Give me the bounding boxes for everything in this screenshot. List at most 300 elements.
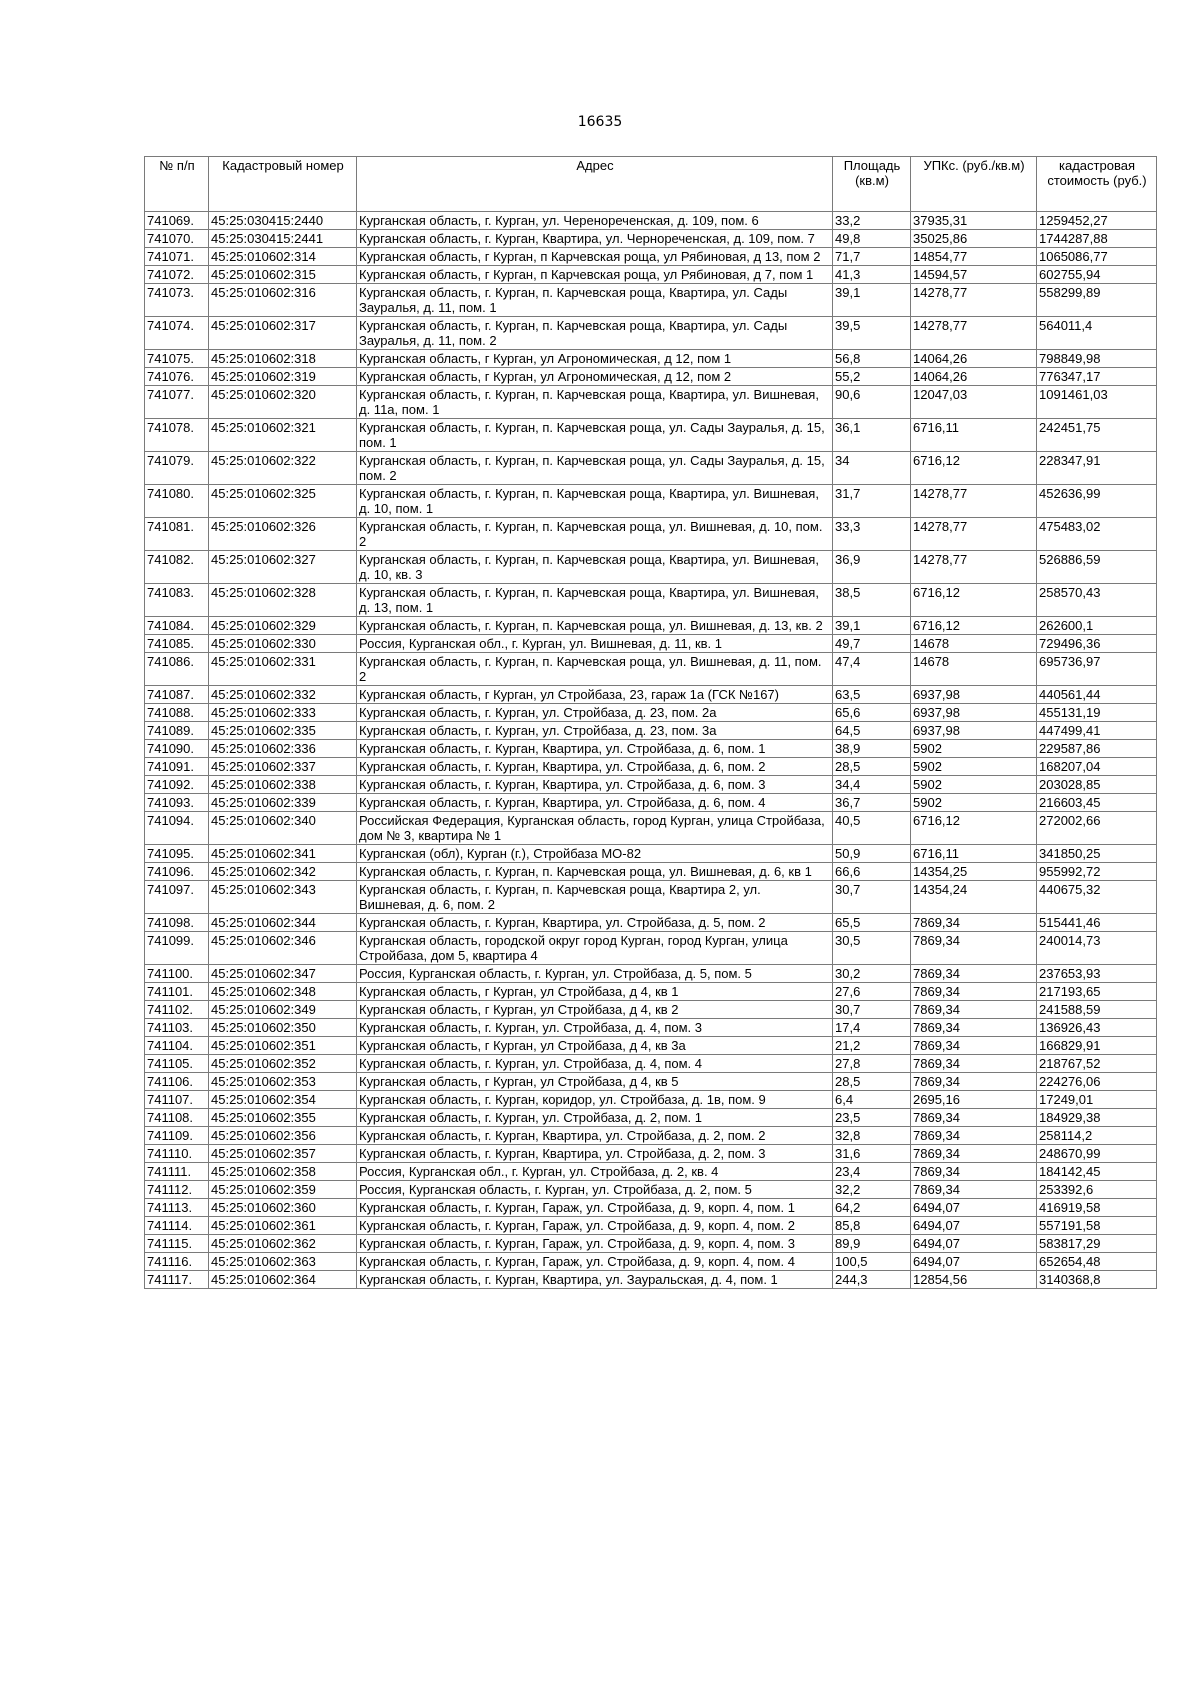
table-row bbox=[145, 485, 1157, 518]
cell-upks: 14064,26 bbox=[911, 350, 1037, 368]
cell-area: 33,2 bbox=[833, 212, 911, 230]
cell-num: 741074. bbox=[145, 317, 209, 350]
table-row bbox=[145, 1217, 1157, 1235]
cell-cadastral-number: 45:25:010602:319 bbox=[209, 368, 357, 386]
cell-upks: 7869,34 bbox=[911, 1037, 1037, 1055]
cell-upks: 14594,57 bbox=[911, 266, 1037, 284]
cell-address: Курганская область, г Курган, ул Агрономическая, д 12, пом 1 bbox=[357, 350, 833, 368]
cell-area: 36,7 bbox=[833, 794, 911, 812]
cell-area: 28,5 bbox=[833, 1073, 911, 1091]
cell-num: 741105. bbox=[145, 1055, 209, 1073]
table-row bbox=[145, 863, 1157, 881]
cell-address: Курганская область, г. Курган, п. Карчевская роща, ул. Вишневая, д. 11, пом. 2 bbox=[357, 653, 833, 686]
cell-cadastral-value: 253392,6 bbox=[1037, 1181, 1157, 1199]
cell-cadastral-value: 1259452,27 bbox=[1037, 212, 1157, 230]
table-row bbox=[145, 1145, 1157, 1163]
cell-area: 30,5 bbox=[833, 932, 911, 965]
cell-area: 23,4 bbox=[833, 1163, 911, 1181]
cell-cadastral-value: 515441,46 bbox=[1037, 914, 1157, 932]
cell-cadastral-number: 45:25:010602:355 bbox=[209, 1109, 357, 1127]
cell-cadastral-value: 1065086,77 bbox=[1037, 248, 1157, 266]
cell-address: Курганская область, г. Курган, п. Карчевская роща, ул. Сады Зауралья, д. 15, пом. 2 bbox=[357, 452, 833, 485]
cell-upks: 12854,56 bbox=[911, 1271, 1037, 1289]
cell-address: Курганская область, городской округ город Курган, город Курган, улица Стройбаза, дом 5, квартира 4 bbox=[357, 932, 833, 965]
cell-address: Курганская область, г. Курган, Квартира, ул. Стройбаза, д. 6, пом. 1 bbox=[357, 740, 833, 758]
table-row bbox=[145, 1271, 1157, 1289]
cell-num: 741081. bbox=[145, 518, 209, 551]
cell-num: 741110. bbox=[145, 1145, 209, 1163]
table-row bbox=[145, 1091, 1157, 1109]
table-row bbox=[145, 686, 1157, 704]
cell-upks: 6494,07 bbox=[911, 1199, 1037, 1217]
cell-area: 100,5 bbox=[833, 1253, 911, 1271]
table-row bbox=[145, 1253, 1157, 1271]
cell-cadastral-value: 652654,48 bbox=[1037, 1253, 1157, 1271]
cell-upks: 14278,77 bbox=[911, 317, 1037, 350]
header-num: № п/п bbox=[145, 157, 209, 212]
cell-cadastral-value: 955992,72 bbox=[1037, 863, 1157, 881]
cell-address: Курганская область, г Курган, ул Стройбаза, д 4, кв 3а bbox=[357, 1037, 833, 1055]
table-body bbox=[145, 212, 1157, 1289]
cell-upks: 12047,03 bbox=[911, 386, 1037, 419]
cell-upks: 6716,12 bbox=[911, 812, 1037, 845]
cell-cadastral-number: 45:25:010602:352 bbox=[209, 1055, 357, 1073]
cell-cadastral-number: 45:25:010602:326 bbox=[209, 518, 357, 551]
cell-num: 741114. bbox=[145, 1217, 209, 1235]
cell-cadastral-value: 228347,91 bbox=[1037, 452, 1157, 485]
cell-cadastral-value: 184929,38 bbox=[1037, 1109, 1157, 1127]
cell-cadastral-value: 798849,98 bbox=[1037, 350, 1157, 368]
cell-address: Курганская область, г. Курган, Гараж, ул. Стройбаза, д. 9, корп. 4, пом. 2 bbox=[357, 1217, 833, 1235]
cell-area: 30,2 bbox=[833, 965, 911, 983]
table-row bbox=[145, 965, 1157, 983]
cell-cadastral-value: 240014,73 bbox=[1037, 932, 1157, 965]
cell-num: 741101. bbox=[145, 983, 209, 1001]
cell-address: Курганская область, г. Курган, ул. Череноречeнская, д. 109, пом. 6 bbox=[357, 212, 833, 230]
cell-num: 741107. bbox=[145, 1091, 209, 1109]
cell-area: 39,5 bbox=[833, 317, 911, 350]
cell-upks: 7869,34 bbox=[911, 1001, 1037, 1019]
cell-upks: 14354,25 bbox=[911, 863, 1037, 881]
cell-num: 741085. bbox=[145, 635, 209, 653]
cell-num: 741108. bbox=[145, 1109, 209, 1127]
cell-upks: 14278,77 bbox=[911, 284, 1037, 317]
cell-cadastral-number: 45:25:010602:359 bbox=[209, 1181, 357, 1199]
cell-area: 33,3 bbox=[833, 518, 911, 551]
cell-address: Курганская область, г. Курган, Квартира, ул. Стройбаза, д. 5, пом. 2 bbox=[357, 914, 833, 932]
table-row bbox=[145, 1055, 1157, 1073]
cell-upks: 7869,34 bbox=[911, 1163, 1037, 1181]
cell-area: 34 bbox=[833, 452, 911, 485]
cell-cadastral-value: 452636,99 bbox=[1037, 485, 1157, 518]
table-row bbox=[145, 317, 1157, 350]
table-row bbox=[145, 617, 1157, 635]
table-row bbox=[145, 419, 1157, 452]
cell-address: Курганская область, г. Курган, Квартира, ул. Стройбаза, д. 6, пом. 2 bbox=[357, 758, 833, 776]
cell-num: 741093. bbox=[145, 794, 209, 812]
cell-cadastral-number: 45:25:010602:317 bbox=[209, 317, 357, 350]
cell-upks: 35025,86 bbox=[911, 230, 1037, 248]
cell-address: Россия, Курганская обл., г. Курган, ул. Вишневая, д. 11, кв. 1 bbox=[357, 635, 833, 653]
cell-area: 65,6 bbox=[833, 704, 911, 722]
table-row bbox=[145, 368, 1157, 386]
cell-area: 85,8 bbox=[833, 1217, 911, 1235]
cell-area: 34,4 bbox=[833, 776, 911, 794]
cell-upks: 7869,34 bbox=[911, 965, 1037, 983]
cell-num: 741079. bbox=[145, 452, 209, 485]
cell-cadastral-number: 45:25:010602:332 bbox=[209, 686, 357, 704]
cell-num: 741070. bbox=[145, 230, 209, 248]
cell-cadastral-number: 45:25:010602:339 bbox=[209, 794, 357, 812]
cell-area: 38,5 bbox=[833, 584, 911, 617]
table-row bbox=[145, 1037, 1157, 1055]
cell-cadastral-value: 203028,85 bbox=[1037, 776, 1157, 794]
cell-cadastral-value: 447499,41 bbox=[1037, 722, 1157, 740]
cell-area: 40,5 bbox=[833, 812, 911, 845]
cell-area: 49,7 bbox=[833, 635, 911, 653]
cell-area: 27,6 bbox=[833, 983, 911, 1001]
cell-cadastral-value: 475483,02 bbox=[1037, 518, 1157, 551]
cell-cadastral-number: 45:25:010602:363 bbox=[209, 1253, 357, 1271]
cell-cadastral-number: 45:25:010602:337 bbox=[209, 758, 357, 776]
cell-address: Курганская область, г. Курган, Квартира, ул. Стройбаза, д. 2, пом. 2 bbox=[357, 1127, 833, 1145]
cell-area: 71,7 bbox=[833, 248, 911, 266]
cell-cadastral-value: 184142,45 bbox=[1037, 1163, 1157, 1181]
cell-upks: 14278,77 bbox=[911, 485, 1037, 518]
table-row bbox=[145, 1181, 1157, 1199]
cell-cadastral-number: 45:25:010602:328 bbox=[209, 584, 357, 617]
cell-address: Курганская область, г Курган, п Карчевская роща, ул Рябиновая, д 7, пом 1 bbox=[357, 266, 833, 284]
table-row bbox=[145, 1163, 1157, 1181]
cell-cadastral-number: 45:25:010602:331 bbox=[209, 653, 357, 686]
cell-cadastral-number: 45:25:010602:357 bbox=[209, 1145, 357, 1163]
cell-num: 741112. bbox=[145, 1181, 209, 1199]
cell-cadastral-number: 45:25:030415:2440 bbox=[209, 212, 357, 230]
cell-cadastral-number: 45:25:010602:361 bbox=[209, 1217, 357, 1235]
cell-area: 47,4 bbox=[833, 653, 911, 686]
table-row bbox=[145, 758, 1157, 776]
table-row bbox=[145, 635, 1157, 653]
cell-cadastral-value: 242451,75 bbox=[1037, 419, 1157, 452]
cell-cadastral-value: 440561,44 bbox=[1037, 686, 1157, 704]
cell-cadastral-number: 45:25:010602:364 bbox=[209, 1271, 357, 1289]
cell-area: 27,8 bbox=[833, 1055, 911, 1073]
table-row bbox=[145, 1019, 1157, 1037]
table-row bbox=[145, 653, 1157, 686]
cell-area: 90,6 bbox=[833, 386, 911, 419]
cell-cadastral-value: 241588,59 bbox=[1037, 1001, 1157, 1019]
cell-address: Курганская область, г. Курган, ул. Стройбаза, д. 23, пом. 3а bbox=[357, 722, 833, 740]
cell-cadastral-number: 45:25:010602:329 bbox=[209, 617, 357, 635]
cell-num: 741099. bbox=[145, 932, 209, 965]
cell-address: Курганская область, г. Курган, п. Карчевская роща, Квартира, ул. Вишневая, д. 13, пом. 1 bbox=[357, 584, 833, 617]
cell-num: 741083. bbox=[145, 584, 209, 617]
cell-cadastral-value: 602755,94 bbox=[1037, 266, 1157, 284]
cell-cadastral-number: 45:25:010602:342 bbox=[209, 863, 357, 881]
table-row bbox=[145, 1199, 1157, 1217]
cell-cadastral-number: 45:25:010602:314 bbox=[209, 248, 357, 266]
cell-num: 741104. bbox=[145, 1037, 209, 1055]
table-row bbox=[145, 1109, 1157, 1127]
cell-num: 741077. bbox=[145, 386, 209, 419]
table-row bbox=[145, 1073, 1157, 1091]
cell-address: Курганская область, г Курган, ул Стройбаза, 23, гараж 1а (ГСК №167) bbox=[357, 686, 833, 704]
cell-cadastral-value: 416919,58 bbox=[1037, 1199, 1157, 1217]
cell-cadastral-number: 45:25:010602:315 bbox=[209, 266, 357, 284]
cell-num: 741106. bbox=[145, 1073, 209, 1091]
cell-upks: 7869,34 bbox=[911, 932, 1037, 965]
cell-cadastral-number: 45:25:010602:362 bbox=[209, 1235, 357, 1253]
cell-address: Курганская область, г. Курган, п. Карчевская роща, Квартира, ул. Вишневая, д. 11а, пом. 1 bbox=[357, 386, 833, 419]
table-row bbox=[145, 704, 1157, 722]
cell-num: 741075. bbox=[145, 350, 209, 368]
cell-cadastral-value: 564011,4 bbox=[1037, 317, 1157, 350]
cell-cadastral-number: 45:25:010602:346 bbox=[209, 932, 357, 965]
cell-cadastral-number: 45:25:010602:320 bbox=[209, 386, 357, 419]
cell-cadastral-number: 45:25:010602:358 bbox=[209, 1163, 357, 1181]
cell-num: 741082. bbox=[145, 551, 209, 584]
cell-area: 56,8 bbox=[833, 350, 911, 368]
cell-area: 32,8 bbox=[833, 1127, 911, 1145]
cell-address: Курганская область, г. Курган, ул. Стройбаза, д. 23, пом. 2а bbox=[357, 704, 833, 722]
cell-cadastral-number: 45:25:010602:322 bbox=[209, 452, 357, 485]
cell-cadastral-number: 45:25:010602:340 bbox=[209, 812, 357, 845]
cell-upks: 6937,98 bbox=[911, 704, 1037, 722]
cell-cadastral-number: 45:25:010602:350 bbox=[209, 1019, 357, 1037]
header-address: Адрес bbox=[357, 157, 833, 212]
cell-area: 38,9 bbox=[833, 740, 911, 758]
cell-cadastral-number: 45:25:010602:341 bbox=[209, 845, 357, 863]
cell-cadastral-number: 45:25:010602:360 bbox=[209, 1199, 357, 1217]
cell-address: Курганская область, г Курган, ул Стройбаза, д 4, кв 1 bbox=[357, 983, 833, 1001]
cell-cadastral-value: 341850,25 bbox=[1037, 845, 1157, 863]
cell-area: 64,2 bbox=[833, 1199, 911, 1217]
cell-address: Россия, Курганская обл., г. Курган, ул. Стройбаза, д. 2, кв. 4 bbox=[357, 1163, 833, 1181]
table-header-row bbox=[145, 157, 1157, 212]
cell-address: Курганская область, г. Курган, п. Карчевская роща, Квартира, ул. Сады Зауралья, д. 11, пом. 2 bbox=[357, 317, 833, 350]
cell-address: Курганская область, г. Курган, ул. Стройбаза, д. 4, пом. 3 bbox=[357, 1019, 833, 1037]
cell-num: 741096. bbox=[145, 863, 209, 881]
cell-area: 17,4 bbox=[833, 1019, 911, 1037]
cell-upks: 14678 bbox=[911, 653, 1037, 686]
table-row bbox=[145, 212, 1157, 230]
table-row bbox=[145, 914, 1157, 932]
cell-num: 741117. bbox=[145, 1271, 209, 1289]
cell-area: 89,9 bbox=[833, 1235, 911, 1253]
table-row bbox=[145, 518, 1157, 551]
cell-num: 741092. bbox=[145, 776, 209, 794]
cell-address: Российская Федерация, Курганская область, город Курган, улица Стройбаза, дом № 3, квартира № 1 bbox=[357, 812, 833, 845]
cell-address: Курганская область, г. Курган, Гараж, ул. Стройбаза, д. 9, корп. 4, пом. 1 bbox=[357, 1199, 833, 1217]
cell-area: 50,9 bbox=[833, 845, 911, 863]
cell-upks: 6716,12 bbox=[911, 584, 1037, 617]
cell-address: Россия, Курганская область, г. Курган, ул. Стройбаза, д. 2, пом. 5 bbox=[357, 1181, 833, 1199]
cell-area: 36,9 bbox=[833, 551, 911, 584]
cell-cadastral-number: 45:25:010602:321 bbox=[209, 419, 357, 452]
cell-cadastral-number: 45:25:010602:349 bbox=[209, 1001, 357, 1019]
cell-upks: 7869,34 bbox=[911, 1145, 1037, 1163]
table-row bbox=[145, 722, 1157, 740]
cell-address: Курганская область, г. Курган, п. Карчевская роща, Квартира 2, ул. Вишневая, д. 6, пом. 2 bbox=[357, 881, 833, 914]
cell-num: 741084. bbox=[145, 617, 209, 635]
cell-cadastral-value: 248670,99 bbox=[1037, 1145, 1157, 1163]
cell-upks: 5902 bbox=[911, 758, 1037, 776]
table-row bbox=[145, 452, 1157, 485]
cell-cadastral-number: 45:25:010602:333 bbox=[209, 704, 357, 722]
cell-area: 36,1 bbox=[833, 419, 911, 452]
cell-address: Курганская область, г. Курган, Квартира, ул. Черноречeнская, д. 109, пом. 7 bbox=[357, 230, 833, 248]
cell-num: 741072. bbox=[145, 266, 209, 284]
cell-cadastral-number: 45:25:010602:347 bbox=[209, 965, 357, 983]
cell-cadastral-value: 695736,97 bbox=[1037, 653, 1157, 686]
cell-upks: 6716,12 bbox=[911, 452, 1037, 485]
table-row bbox=[145, 584, 1157, 617]
cell-num: 741071. bbox=[145, 248, 209, 266]
cell-address: Курганская область, г. Курган, коридор, ул. Стройбаза, д. 1в, пом. 9 bbox=[357, 1091, 833, 1109]
cell-upks: 7869,34 bbox=[911, 1109, 1037, 1127]
cell-upks: 2695,16 bbox=[911, 1091, 1037, 1109]
cell-address: Курганская область, г Курган, ул Стройбаза, д 4, кв 5 bbox=[357, 1073, 833, 1091]
cell-cadastral-number: 45:25:010602:351 bbox=[209, 1037, 357, 1055]
cell-num: 741087. bbox=[145, 686, 209, 704]
cell-cadastral-number: 45:25:010602:354 bbox=[209, 1091, 357, 1109]
cell-num: 741080. bbox=[145, 485, 209, 518]
cell-cadastral-value: 583817,29 bbox=[1037, 1235, 1157, 1253]
cell-upks: 6937,98 bbox=[911, 722, 1037, 740]
cell-cadastral-value: 217193,65 bbox=[1037, 983, 1157, 1001]
cadastral-value-table bbox=[144, 156, 1157, 1289]
cell-cadastral-number: 45:25:010602:336 bbox=[209, 740, 357, 758]
cell-area: 6,4 bbox=[833, 1091, 911, 1109]
cell-num: 741098. bbox=[145, 914, 209, 932]
cell-upks: 6494,07 bbox=[911, 1253, 1037, 1271]
table-row bbox=[145, 1001, 1157, 1019]
cell-area: 31,6 bbox=[833, 1145, 911, 1163]
cell-num: 741073. bbox=[145, 284, 209, 317]
cell-cadastral-number: 45:25:010602:338 bbox=[209, 776, 357, 794]
cell-upks: 14278,77 bbox=[911, 518, 1037, 551]
cell-cadastral-number: 45:25:010602:318 bbox=[209, 350, 357, 368]
cell-num: 741069. bbox=[145, 212, 209, 230]
cell-upks: 37935,31 bbox=[911, 212, 1037, 230]
table-row bbox=[145, 230, 1157, 248]
table-row bbox=[145, 266, 1157, 284]
table-row bbox=[145, 1235, 1157, 1253]
cell-cadastral-number: 45:25:030415:2441 bbox=[209, 230, 357, 248]
cell-upks: 5902 bbox=[911, 776, 1037, 794]
cell-address: Курганская область, г. Курган, п. Карчевская роща, ул. Сады Зауралья, д. 15, пом. 1 bbox=[357, 419, 833, 452]
cell-num: 741111. bbox=[145, 1163, 209, 1181]
table-row bbox=[145, 350, 1157, 368]
cell-address: Курганская область, г. Курган, п. Карчевская роща, Квартира, ул. Вишневая, д. 10, кв. 3 bbox=[357, 551, 833, 584]
table-row bbox=[145, 1127, 1157, 1145]
cell-num: 741103. bbox=[145, 1019, 209, 1037]
cell-cadastral-value: 262600,1 bbox=[1037, 617, 1157, 635]
cell-address: Курганская область, г Курган, ул Агрономическая, д 12, пом 2 bbox=[357, 368, 833, 386]
table-row bbox=[145, 812, 1157, 845]
cell-cadastral-value: 218767,52 bbox=[1037, 1055, 1157, 1073]
cell-cadastral-value: 237653,93 bbox=[1037, 965, 1157, 983]
cell-upks: 6494,07 bbox=[911, 1217, 1037, 1235]
cell-num: 741095. bbox=[145, 845, 209, 863]
cell-address: Курганская область, г. Курган, Гараж, ул. Стройбаза, д. 9, корп. 4, пом. 4 bbox=[357, 1253, 833, 1271]
cell-address: Курганская область, г. Курган, Квартира, ул. Зауральская, д. 4, пом. 1 bbox=[357, 1271, 833, 1289]
cell-area: 244,3 bbox=[833, 1271, 911, 1289]
cell-address: Курганская область, г. Курган, п. Карчевская роща, Квартира, ул. Вишневая, д. 10, пом. 1 bbox=[357, 485, 833, 518]
cell-upks: 7869,34 bbox=[911, 1055, 1037, 1073]
cell-cadastral-value: 224276,06 bbox=[1037, 1073, 1157, 1091]
cell-num: 741100. bbox=[145, 965, 209, 983]
cell-cadastral-value: 272002,66 bbox=[1037, 812, 1157, 845]
cell-upks: 14064,26 bbox=[911, 368, 1037, 386]
cell-address: Курганская область, г. Курган, ул. Стройбаза, д. 2, пом. 1 bbox=[357, 1109, 833, 1127]
cell-cadastral-value: 258570,43 bbox=[1037, 584, 1157, 617]
cell-upks: 6716,11 bbox=[911, 419, 1037, 452]
cell-upks: 14854,77 bbox=[911, 248, 1037, 266]
cell-area: 23,5 bbox=[833, 1109, 911, 1127]
table-row bbox=[145, 284, 1157, 317]
cell-address: Курганская область, г Курган, ул Стройбаза, д 4, кв 2 bbox=[357, 1001, 833, 1019]
cell-upks: 6716,11 bbox=[911, 845, 1037, 863]
cell-cadastral-value: 1091461,03 bbox=[1037, 386, 1157, 419]
cell-cadastral-number: 45:25:010602:356 bbox=[209, 1127, 357, 1145]
cell-num: 741088. bbox=[145, 704, 209, 722]
cell-address: Курганская область, г. Курган, Квартира, ул. Стройбаза, д. 6, пом. 3 bbox=[357, 776, 833, 794]
cell-num: 741089. bbox=[145, 722, 209, 740]
cell-num: 741086. bbox=[145, 653, 209, 686]
cell-upks: 5902 bbox=[911, 740, 1037, 758]
cell-area: 64,5 bbox=[833, 722, 911, 740]
cell-area: 30,7 bbox=[833, 881, 911, 914]
table-row bbox=[145, 794, 1157, 812]
cell-cadastral-number: 45:25:010602:316 bbox=[209, 284, 357, 317]
cell-cadastral-value: 729496,36 bbox=[1037, 635, 1157, 653]
cell-cadastral-number: 45:25:010602:335 bbox=[209, 722, 357, 740]
cell-address: Курганская область, г. Курган, п. Карчевская роща, ул. Вишневая, д. 10, пом. 2 bbox=[357, 518, 833, 551]
cell-cadastral-value: 526886,59 bbox=[1037, 551, 1157, 584]
table-row bbox=[145, 881, 1157, 914]
cell-address: Россия, Курганская область, г. Курган, ул. Стройбаза, д. 5, пом. 5 bbox=[357, 965, 833, 983]
table-row bbox=[145, 983, 1157, 1001]
cell-cadastral-value: 557191,58 bbox=[1037, 1217, 1157, 1235]
cell-upks: 7869,34 bbox=[911, 1019, 1037, 1037]
cell-upks: 6494,07 bbox=[911, 1235, 1037, 1253]
cell-area: 31,7 bbox=[833, 485, 911, 518]
cell-cadastral-value: 229587,86 bbox=[1037, 740, 1157, 758]
cell-cadastral-number: 45:25:010602:348 bbox=[209, 983, 357, 1001]
cell-cadastral-number: 45:25:010602:353 bbox=[209, 1073, 357, 1091]
header-cadastral-value: кадастровая стоимость (руб.) bbox=[1037, 157, 1157, 212]
cell-cadastral-value: 216603,45 bbox=[1037, 794, 1157, 812]
cell-cadastral-value: 166829,91 bbox=[1037, 1037, 1157, 1055]
cell-area: 55,2 bbox=[833, 368, 911, 386]
cell-num: 741113. bbox=[145, 1199, 209, 1217]
table-row bbox=[145, 551, 1157, 584]
cell-cadastral-number: 45:25:010602:330 bbox=[209, 635, 357, 653]
cell-address: Курганская область, г. Курган, Гараж, ул. Стройбаза, д. 9, корп. 4, пом. 3 bbox=[357, 1235, 833, 1253]
cell-upks: 7869,34 bbox=[911, 1073, 1037, 1091]
cell-num: 741116. bbox=[145, 1253, 209, 1271]
cell-cadastral-value: 440675,32 bbox=[1037, 881, 1157, 914]
cell-upks: 14678 bbox=[911, 635, 1037, 653]
cell-num: 741090. bbox=[145, 740, 209, 758]
cell-address: Курганская область, г. Курган, ул. Стройбаза, д. 4, пом. 4 bbox=[357, 1055, 833, 1073]
cell-upks: 6937,98 bbox=[911, 686, 1037, 704]
cell-cadastral-value: 168207,04 bbox=[1037, 758, 1157, 776]
header-area: Площадь (кв.м) bbox=[833, 157, 911, 212]
table-row bbox=[145, 386, 1157, 419]
header-upks: УПКс. (руб./кв.м) bbox=[911, 157, 1037, 212]
